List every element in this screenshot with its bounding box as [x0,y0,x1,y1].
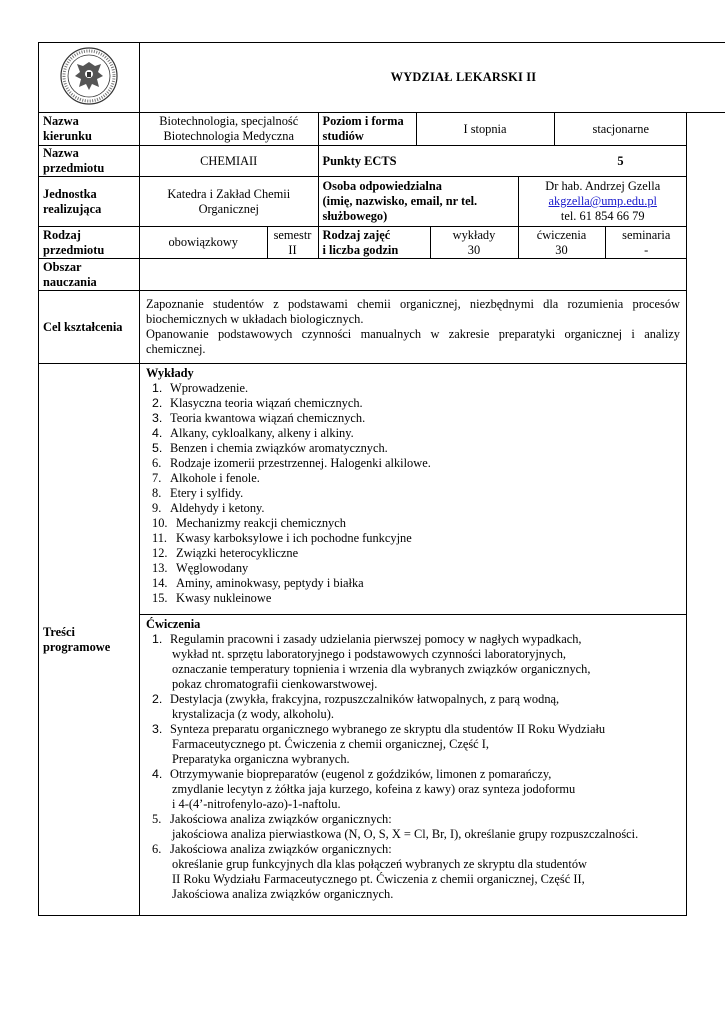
goal-paragraph: Zapoznanie studentów z podstawami chemii organicznej, niezbędnymi dla rozumienia procesów biochemicznych w układach biologicznych. [146,297,680,326]
lectures-list [146,381,680,606]
label-line: Osoba odpowiedzialna [322,179,442,193]
exercises-hours-cell [518,227,605,258]
teaching-area-value [140,259,687,291]
exercise-line: jakościowa analiza pierwiastkowa (N, O, S, X = Cl, Br, I), określanie grupy rozpuszczalności. [172,827,639,841]
lecture-title: Aminy, aminokwasy, peptydy i białka [176,576,364,590]
label-line: Jednostka [43,186,97,201]
value-line: Biotechnologia, specjalność [159,114,299,128]
exercise-line: Regulamin pracowni i zasady udzielania pierwszej pomocy w nagłych wypadkach, [170,632,582,646]
syllabus-table [38,42,725,113]
lecture-item [152,591,680,606]
exercise-number: 5. [152,812,162,826]
exercise-text [170,812,680,842]
lecture-title: Alkany, cykloalkany, alkeny i alkiny. [170,426,354,440]
responsible-person-value [518,177,687,226]
exercise-number: 3. [152,722,163,736]
exercise-text [170,692,680,722]
lecture-item [152,396,680,411]
lecture-title: Mechanizmy reakcji chemicznych [176,516,346,530]
exercise-number: 1. [152,632,163,646]
lectures-hours-cell [430,227,518,258]
lecture-item [152,516,680,531]
field-of-study-cell [140,113,687,146]
learning-goal-label: Cel kształcenia [39,291,140,364]
unit-cell [140,177,687,227]
seminars-hours: - [644,242,649,257]
exercise-line: zmydlanie lecytyn z żółtka jaja kurzego, kofeina z kawy) oraz synteza jodoformu [172,782,576,796]
exercise-line: pokaz chromatografii cienkowarstwowej. [172,677,378,691]
learning-goal-text [140,291,687,364]
lecture-item [152,576,680,591]
classes-label [318,227,430,258]
email-link[interactable]: akgzella@ump.edu.pl [548,194,657,208]
semester-label: semestr [273,227,312,242]
exercise-item [152,767,680,812]
lecture-title: Wprowadzenie. [170,381,249,395]
exercises-hours: 30 [555,242,568,257]
semester-cell [267,227,318,258]
university-seal-icon [57,46,121,106]
lecture-number: 2. [152,396,163,410]
details-table [38,112,687,916]
study-level-value: I stopnia [416,113,554,145]
lecture-number: 15. [152,591,168,605]
lecture-item [152,471,680,486]
exercise-item [152,632,680,692]
lecture-number: 7. [152,471,162,485]
exercises-label: ćwiczenia [536,227,587,242]
lecture-number: 9. [152,501,162,515]
exercise-line: Preparatyka organiczna wybranych. [172,752,350,766]
goal-paragraph: Opanowanie podstawowych czynności manualnych w zakresie preparatyki organicznej i analizy chemicznej. [146,327,680,356]
label-line: realizująca [43,201,102,216]
label-line: kierunku [43,129,92,143]
lecture-number: 11. [152,531,168,545]
ects-value: 5 [617,153,624,168]
exercise-line: Otrzymywanie biopreparatów (eugenol z goździków, limonen z pomarańczy, [170,767,552,781]
lecture-title: Węglowodany [176,561,249,575]
semester-value: II [288,242,297,257]
label-line: (imię, nazwisko, email, nr tel. [322,194,478,208]
ects-label: Punkty ECTS [318,146,554,176]
lecture-item [152,561,680,576]
exercise-item [152,842,680,902]
seminars-hours-cell [605,227,687,258]
lecture-item [152,381,680,396]
faculty-title: WYDZIAŁ LEKARSKI II [140,43,725,113]
lecture-title: Klasyczna teoria wiązań chemicznych. [170,396,363,410]
exercise-text [170,722,680,767]
label-line: i liczba godzin [322,242,399,257]
lecture-title: Kwasy karboksylowe i ich pochodne funkcyjne [176,531,412,545]
course-name-label [39,146,140,177]
phone-number: tel. 61 854 66 79 [560,209,645,223]
program-content-label [39,364,140,916]
exercise-line: Jakościowa analiza związków organicznych. [172,887,394,901]
lecture-item [152,531,680,546]
lecture-title: Związki heterocykliczne [176,546,299,560]
label-line: Obszar [43,259,82,274]
course-syllabus-sheet [38,42,686,916]
lectures-hours: 30 [467,242,481,257]
lecture-title: Alkohole i fenole. [170,471,260,485]
lecture-number: 1. [152,381,163,395]
label-line: studiów [322,129,364,143]
exercise-line: oznaczanie temperatury topnienia i wrzenia dla wybranych związków organicznych, [172,662,591,676]
exercise-text [170,632,680,692]
unit-value [140,177,318,226]
course-name-value: CHEMIAII [200,153,258,168]
label-line: nauczania [43,274,97,289]
label-line: Poziom i forma [322,114,404,128]
label-line: Nazwa [43,146,79,160]
label-line: programowe [43,639,111,654]
field-of-study-value [140,113,318,145]
exercise-line: Destylacja (zwykła, frakcyjna, rozpuszczalników łatwopalnych, z parą wodną, [170,692,560,706]
exercise-line: Jakościowa analiza związków organicznych: [170,842,392,856]
lecture-number: 14. [152,576,168,590]
label-line: Rodzaj zajęć [322,227,391,242]
lectures-section [140,364,687,615]
lecture-item [152,441,680,456]
course-type-value: obowiązkowy [168,235,238,249]
lecture-title: Kwasy nukleinowe [176,591,272,605]
lecture-item [152,456,680,471]
exercises-list [146,632,680,902]
lecture-item [152,426,680,441]
study-form-value: stacjonarne [554,113,687,145]
exercise-line: określanie grup funkcyjnych dla klas połączeń wybranych ze skryptu dla studentów [172,857,587,871]
lecture-item [152,486,680,501]
course-type-label [39,227,140,259]
value-line: Katedra i Zakład Chemii [167,186,291,201]
lecture-title: Rodzaje izomerii przestrzennej. Halogenki alkilowe. [170,456,431,470]
exercise-line: wykład nt. sprzętu laboratoryjnego i podstawowych czynności laboratoryjnych, [172,647,566,661]
level-form-label [318,113,416,145]
exercise-line: i 4-(4’-nitrofenylo-azo)-1-naftolu. [172,797,341,811]
exercise-line: Synteza preparatu organicznego wybranego ze skryptu dla studentów II Roku Wydziału [170,722,606,736]
seminars-label: seminaria [622,227,671,242]
label-line: Rodzaj [43,227,81,242]
exercise-line: Jakościowa analiza związków organicznych: [170,812,392,826]
exercise-number: 2. [152,692,163,706]
exercise-line: II Roku Wydziału Farmaceutycznego pt. Ćwiczenia z chemii organicznej, Część II, [172,872,585,886]
lecture-title: Benzen i chemia związków aromatycznych. [170,441,388,455]
label-line: Treści [43,624,75,639]
exercise-item [152,812,680,842]
course-type-cell [140,227,687,259]
lecture-number: 13. [152,561,168,575]
exercise-item [152,692,680,722]
exercise-number: 4. [152,767,163,781]
responsible-person-label [318,177,518,226]
unit-label [39,177,140,227]
exercise-item [152,722,680,767]
lecture-number: 12. [152,546,168,560]
lecture-title: Teoria kwantowa wiązań chemicznych. [170,411,366,425]
exercise-number: 6. [152,842,162,856]
lecture-item [152,501,680,516]
exercise-text [170,767,680,812]
lecture-number: 8. [152,486,162,500]
teaching-area-label [39,259,140,291]
value-line: Biotechnologia Medyczna [163,129,294,143]
exercise-line: krystalizacja (z wody, alkoholu). [172,707,334,721]
label-line: służbowego) [322,209,388,223]
exercises-section [140,615,687,916]
value-line: Organicznej [198,201,259,216]
label-line: Nazwa [43,114,79,128]
lectures-heading: Wykłady [146,366,194,380]
exercise-text [170,842,680,902]
lecture-number: 5. [152,441,163,455]
label-line: przedmiotu [43,161,105,175]
course-name-cell [140,146,687,177]
label-line: przedmiotu [43,242,105,257]
lecture-title: Etery i sylfidy. [170,486,244,500]
logo-cell [39,43,140,113]
lecture-item [152,411,680,426]
lecture-number: 4. [152,426,163,440]
lecture-number: 10. [152,516,168,530]
lecture-number: 3. [152,411,163,425]
person-name: Dr hab. Andrzej Gzella [545,179,661,193]
lecture-number: 6. [152,456,162,470]
exercise-line: Farmaceutycznego pt. Ćwiczenia z chemii organicznej, Część I, [172,737,489,751]
exercises-heading: Ćwiczenia [146,617,201,631]
lecture-item [152,546,680,561]
lecture-title: Aldehydy i ketony. [170,501,265,515]
field-of-study-label [39,113,140,146]
lectures-label: wykłady [452,227,496,242]
